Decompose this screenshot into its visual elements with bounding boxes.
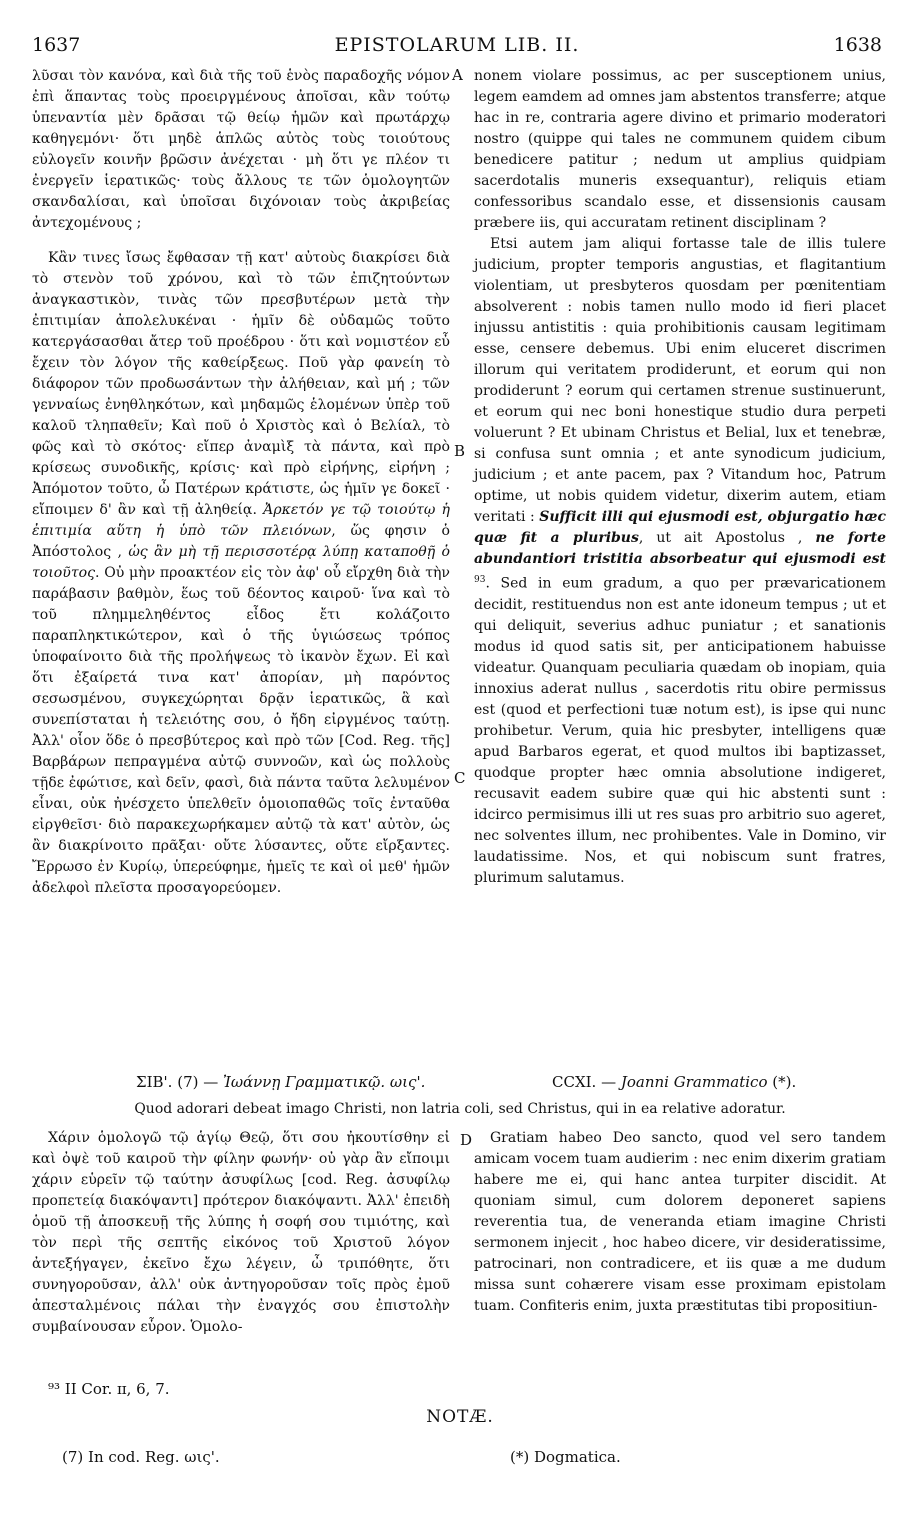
latin-letter-title [552, 1073, 796, 1091]
greek-text: . Οὐ μὴν προακτέον εἰς τὸν ἀφ' οὗ εἴρχθη διὰ τὴν παράβασιν βαθμὸν, ἕως τοῦ δέοντος καιροῦ· ἵνα καὶ τὸ τοῦ πλημμεληθέντος εἶδος ἔτι κολάζοιτο παραπληκτικώτερον, καὶ ὁ τῆς ὑγιώσεως τρόπος ὑποφαίνοιτο διὰ τῆς προλήψεως τὸ ἱκανὸν ἔχων. Εἰ καὶ ὅτι ἐξαίρετά τινα κατ' ἀπορίαν, μὴ παρόντος σεσωσμένου, συγκεχώρηται δρᾷν ἱερατικῶς, ἃ καὶ συνεπίσταται ἡ τελειότης σου, ὁ ἤδη εἰργμένος ταύτῃ. Ἀλλ' οἷον ὅδε ὁ πρεσβύτερος καὶ πρὸ τῶν [Cod. Reg. τῆς] Βαρβάρων πεπραγμένα αὐτῷ συννοῶν, καὶ ὡς πολλοὺς τῇδε ἐφώτισε, καὶ δεῖν, φασὶ, διὰ πάντα ταῦτα λελυμένον εἶναι, οὐκ ἠνέσχετο ὑπελθεῖν ὁμοιοπαθῶς τοῖς ἐνταῦθα εἰργθεῖσι· διὸ παρακεχωρήκαμεν αὐτῷ τὰ κατ' αὐτὸν, ὡς ἂν διακρίνοιτο πρᾶξαι· οὔτε λύσαντες, οὔτε εἴρξαντες. Ἔρρωσο ἐν Κυρίῳ, ὑπερεύφημε, ἡμεῖς τε καὶ οἱ μεθ' ἡμῶν ἀδελφοὶ πλεῖστα προσαγορεύομεν. [32, 565, 450, 896]
latin-paragraph-2 [474, 234, 886, 889]
note-star: (*) Dogmatica. [510, 1448, 621, 1466]
greek-text: Κἂν τινες ἴσως ἔφθασαν τῇ κατ' αὐτοὺς διακρίσει διὰ τὸ στενὸν τοῦ χρόνου, καὶ τὸ τῶν ἐπιζητούντων ἀναγκαστικὸν, τινὰς τῶν πρεσβυτέρων μετὰ τὴν ἐπιτιμίαν ἀπολελυκέναι · ἡμῖν δὲ οὐδαμῶς τοῦτο κατεργάσασθαι ἄτερ τοῦ προέδρου · ὅτι καὶ νομιστέον εὖ ἔχειν τὸν λόγον τῆς καθείρξεως. Ποῦ γὰρ φανείη τὸ διάφορον τῶν προδωσάντων τὴν ἀλήθειαν, καὶ μή ; τῶν γενναίως ἐνηθληκότων, καὶ μηδαμῶς ἑλομένων ὑπὲρ τοῦ καλοῦ τληπαθεῖν; Καὶ ποῦ ὁ Χριστὸς καὶ ὁ Βελίαλ, τὸ φῶς καὶ τὸ σκότος· εἴπερ ἀναμὶξ τὰ πάντα, καὶ πρὸ κρίσεως συνοδικῆς, κρίσις· καὶ πρὸ εἰρήνης, εἰρήνη ; Ἀπόμοτον τοῦτο, ὦ Πατέρων κράτιστε, ὡς ἡμῖν γε δοκεῖ · εἴποιμεν δ' ἂν καὶ τῇ ἀληθείᾳ. [32, 250, 450, 518]
greek-column-letter-210 [32, 66, 450, 899]
greek-quotation: ὡς ἂν μὴ τῇ περισσοτέρᾳ λύπῃ καταποθῇ ὁ τοιοῦτος [32, 544, 450, 581]
latin-paragraph-1: nonem violare possimus, ac per susceptionem unius, legem eamdem ad omnes jam abstentos transferre; atque hac in re, contraria agere divino et primario moderatori nostro (quippe qui tales ne communem quidem cibum benedicere patitur ; nedum ut amplius quidpiam sacerdotalis muneris exsequantur), reliquis etiam confessoribus scandalo esse, et dissensionis causam præbere iis, qui accuratam retinent disciplinam ? [474, 68, 886, 231]
letter-addressee: Joanni Grammatico [620, 1073, 768, 1091]
letter-addressee: Ἰωάννῃ Γραμματικῷ. ωις'. [223, 1073, 426, 1091]
letter-number: CCXI. — [552, 1073, 621, 1091]
margin-marker-b: B [454, 442, 466, 460]
footnote-93: ⁹³ II Cor. ɪɪ, 6, 7. [48, 1380, 170, 1398]
latin-text: , ut ait Apostolus , [638, 530, 816, 546]
latin-paragraph: Gratiam habeo Deo sancto, quod vel sero tandem amicam vocem tuam audierim : nec enim dixerim gratiam habere me ei, qui hanc antea turpiter discidit. At quoniam simul, cum dolorem deponeret sapiens reverentia tua, de veneranda etiam imagine Christi sermonem injecit , hoc habeo dicere, vir desideratissime, patrocinari, non contradicere, et iis quæ a me dudum missa sunt cohærere visam esse proximam epistolam tuam. Confiteris enim, juxta præstitutas tibi propositiun- [474, 1130, 886, 1314]
notes-heading: NOTÆ. [426, 1407, 494, 1427]
running-title: EPISTOLARUM LIB. II. [334, 34, 580, 56]
greek-paragraph-1: λῦσαι τὸν κανόνα, καὶ διὰ τῆς τοῦ ἑνὸς παραδοχῆς νόμον ἐπὶ ἅπαντας τοὺς προειργμένους ἀποῖσαι, κἂν τούτῳ ὑπεναντία μὲν δρᾶσαι τῷ θείῳ ἡμῶν καὶ πρωτάρχῳ καθηγεμόνι· ὅτι μηδὲ ἁπλῶς αὐτὸς τοὺς τοιούτους εὐλογεῖν κοινῆν βρῶσιν ἀνέχεται · μὴ ὅτι γε πλέον τι ἐνεργεῖν ἱερατικῶς· τοὺς ἄλλους τε τῶν ὁμολογητῶν σκανδαλίσαι, καὶ ὑποῖσαι διχόνοιαν τοὺς ἀκριβείας ἀντεχομένους ; [32, 68, 450, 231]
latin-column-letter-211 [474, 1128, 886, 1317]
latin-text: Etsi autem jam aliqui fortasse tale de illis tulere judicium, propter temporis angustias, et flagitantium violentiam, ut presbyteros quosdam per pœnitentiam absolverent : nobis tamen nullo modo id fieri placet injussu antistitis : quia prohibitionis causam legitimam esse, censere debemus. Ubi enim eluceret discrimen illorum qui veritatem prodiderunt, et eorum qui non prodiderunt ? eorum qui certamen strenue sustinuerunt, et eorum qui nec boni honestique studio dura perpeti voluerunt ? Et ubinam Christus et Belial, lux et tenebræ, si confusa sunt omnia ; et ante synodicum judicium, judicium ; et ante pacem, pax ? Vitandum hoc, Patrum optime, ut nobis quidem videtur, dixerim autem, etiam veritati : [474, 236, 886, 525]
page-number-left: 1637 [32, 34, 81, 56]
latin-quotation: Sufficit illi qui ejusmodi est, objurgatio hæc quæ fit a pluribus [474, 509, 886, 546]
greek-letter-title [136, 1073, 425, 1091]
greek-paragraph: Χάριν ὁμολογῶ τῷ ἁγίῳ Θεῷ, ὅτι σου ἠκουτίσθην εἰ καὶ ὀψὲ τοῦ καιροῦ τὴν φίλην φωνήν· οὐ γὰρ ἂν εἴποιμι χάριν εὑρεῖν τῷ ταύτην ἀσυφίλως [cod. Reg. ἀσυφίλῳ προπετείᾳ διακόψαντι] πρότερον διακόψαντι. Ἀλλ' ἐπειδὴ ὁμοῦ τῇ ἀποσκευῇ τῆς λύπης ἡ σοφή σου τιμιότης, καὶ τὸν περὶ τῆς σεπτῆς εἰκόνος τοῦ Χριστοῦ λόγον ἀντεξήγαγεν, ἐκεῖνο ἔχω λέγειν, ὦ τριπόθητε, ὅτι συνηγοροῦσαν, ἀλλ' οὐκ ἀντηγοροῦσαν τοῖς πρὸς ἐμοῦ ἀπεσταλμένοις πάλαι τὴν ἐναγχός σου ἐπιστολὴν συμβαίνουσαν εὗρον. Ὁμολο- [32, 1130, 450, 1335]
latin-column-letter-210 [474, 66, 886, 889]
greek-paragraph-2 [32, 248, 450, 899]
greek-column-letter-211 [32, 1128, 450, 1338]
letter-summary: Quod adorari debeat imago Christi, non latria coli, sed Christus, qui in ea relative adoratur. [134, 1101, 786, 1117]
margin-marker-a: A [452, 66, 463, 84]
page-number-right: 1638 [833, 34, 882, 56]
greek-text: , ὥς φησιν ὁ Ἀπόστολος , [32, 523, 450, 560]
greek-quotation: Ἀρκετόν γε τῷ τοιούτῳ ἡ ἐπιτιμία αὕτη ἡ ὑπὸ τῶν πλειόνων [32, 502, 450, 539]
note-marker: (*). [767, 1073, 797, 1091]
margin-marker-c: C [454, 769, 466, 787]
footnote-ref: 93 [474, 575, 486, 585]
latin-text: . Sed in eum gradum, a quo per prævaricationem decidit, restituendus non est ante idoneum tempus ; ut et qui deliquit, severius adhuc puniatur ; et sanationis modus id quod satis sit, per anticipationem habuisse videatur. Quanquam peculiaria quædam ob inopiam, quia innoxius aderat nullus , sacerdotis ritu obire permissus est (quod et perfectioni tuæ notum est), is ipse qui nunc prohibetur. Verum, quia hic presbyter, intelligens quæ apud Barbaros egerat, et quod multos ibi baptizasset, quodque propter hæc omnia absolutione indigeret, recusavit eadem subire quæ qui hic abstenti sunt : idcirco permisimus illi ut res suas pro arbitrio suo ageret, nec solventes illum, nec prohibentes. Vale in Domino, vir laudatissime. Nos, et qui nobiscum sunt fratres, plurimum salutamus. [474, 575, 886, 886]
letter-number: ΣΙΒ'. (7) — [136, 1073, 223, 1091]
latin-quotation: ne forte abundantiori tristitia absorbeatur qui ejusmodi est [474, 530, 886, 567]
running-header [32, 34, 882, 60]
note-7: (7) In cod. Reg. ωις'. [62, 1448, 220, 1466]
margin-marker-d: D [460, 1131, 473, 1149]
